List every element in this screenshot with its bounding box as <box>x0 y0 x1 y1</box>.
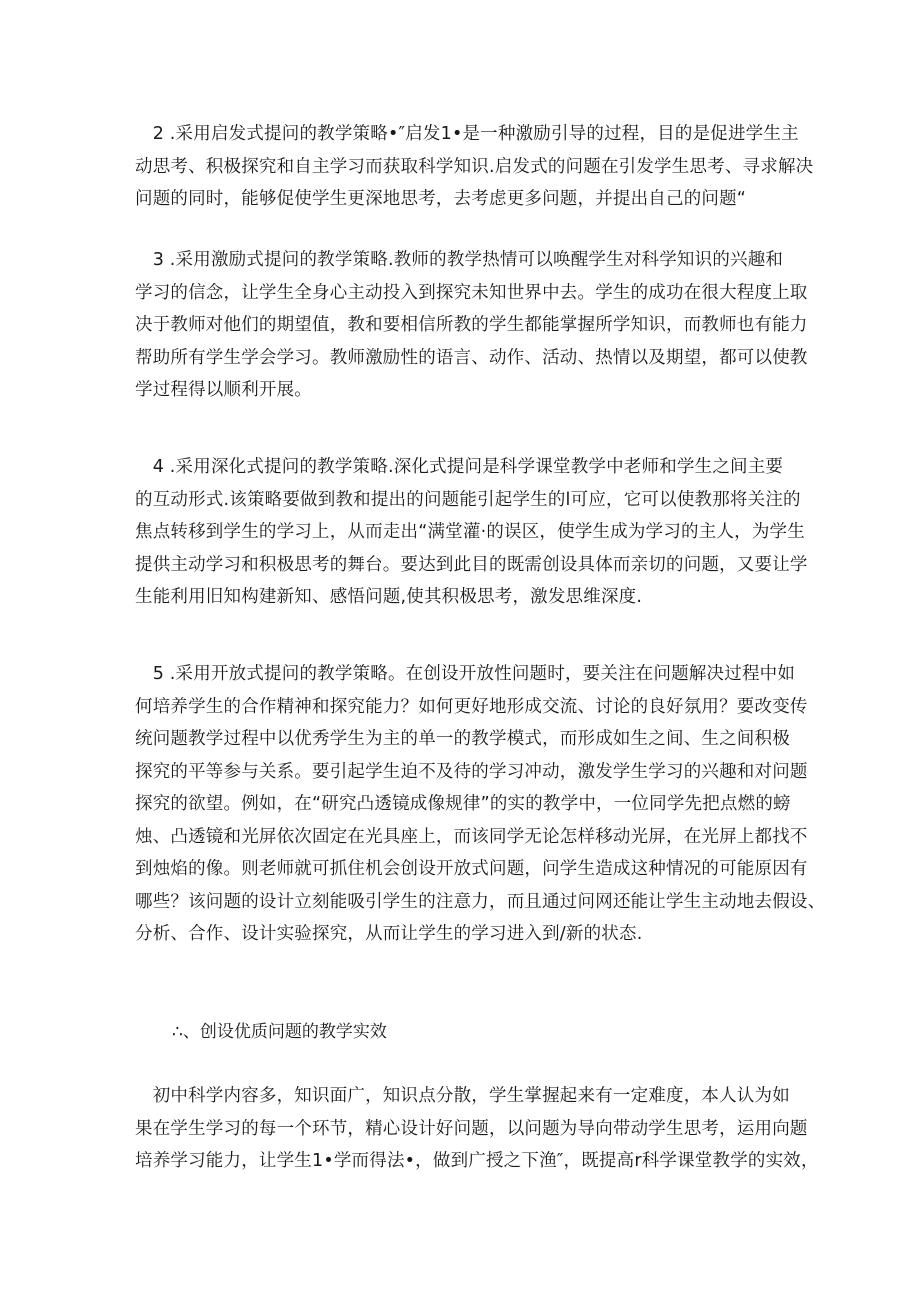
text-line: 的互动形式.该策略要做到教和提出的问题能引起学生的l可应，它可以使教那将关注的 <box>135 489 801 510</box>
text-line: 统问题教学过程中以优秀学生为主的单一的教学模式，而形成如生之间、生之间积极 <box>135 729 790 749</box>
text-line: 探究的欲望。例如，在“研究凸透镜成像规律”的实的教学中，一位同学先把点燃的螃 <box>135 794 791 814</box>
text-line: 决于教师对他们的期望值，教和要相信所教的学生都能掌握所学知识，而教师也有能力 <box>135 315 808 335</box>
text-line: 学习的信念，让学生全身心主动投入到探究未知世界中去。学生的成功在很大程度上取 <box>135 282 808 303</box>
paragraph-strategy-3 <box>135 244 808 407</box>
text-line: 2 .采用启发式提问的教学策略•″启发1•是一种激励引导的过程，目的是促进学生主 <box>135 124 799 144</box>
text-line: 培养学习能力，让学生1•学而得法•，做到广授之下渔″，既提高r科学课堂教学的实效， <box>135 1151 819 1171</box>
text-line: 动思考、积极探究和自主学习而获取科学知识.启发式的问题在引发学生思考、寻求解决 <box>135 156 814 177</box>
text-line: 何培养学生的合作精神和探究能力？如何更好地形成交流、讨论的良好氛用？要改变传 <box>135 696 808 717</box>
paragraph-strategy-4 <box>135 451 808 614</box>
text-line: 果在学生学习的每一个环节，精心设计好问题，以问题为导向带动学生思考，运用向题 <box>135 1118 808 1139</box>
text-line: 学过程得以顺利开展。 <box>135 380 312 400</box>
text-line: 提供主动学习和积极思考的舞台。要达到此目的既需创设具体而亲切的问题，又要让学 <box>135 554 808 575</box>
text-line: 3 .采用激励式提问的教学策略.教师的教学热情可以唤醒学生对科学知识的兴趣和 <box>135 250 784 270</box>
text-line: 探究的平等参与关系。要引起学生迫不及待的学习冲动，激发学生学习的兴趣和对问题 <box>135 761 808 782</box>
text-line: 4 .采用深化式提问的教学策略.深化式提问是科学课堂教学中老师和学生之间主要 <box>135 457 784 477</box>
text-line: 分析、合作、设计实验探究，从而让学生的学习进入到/新的状态. <box>135 924 643 944</box>
paragraph-strategy-5 <box>135 658 826 951</box>
text-line: 焦点转移到学生的学习上，从而走出“满堂灌·的误区，使学生成为学习的主人，为学生 <box>135 522 805 542</box>
text-line: 烛、凸透镜和光屏依次固定在光具座上，而该同学无论怎样移动光屏，在光屏上都找不 <box>135 826 808 847</box>
text-line: 问题的同时，能够促使学生更深地思考，去考虑更多问题，并提出自己的问题“ <box>135 189 747 209</box>
text-line: 5 .采用开放式提问的教学策略。在创设开放性问题时，要关注在问题解决过程中如 <box>135 664 796 684</box>
text-line: 帮助所有学生学会学习。教师激励性的语言、动作、活动、热情以及期望，都可以使教 <box>135 347 808 368</box>
text-line: 哪些？该问题的设计立刻能吸引学生的注意力，而且通过问网还能让学生主动地去假设、 <box>135 891 826 912</box>
paragraph-strategy-2 <box>135 118 814 216</box>
text-line: 初中科学内容多，知识面广，知识点分散，学生掌握起来有一定难度，本人认为如 <box>135 1086 790 1106</box>
paragraph-closing <box>135 1080 819 1178</box>
section-heading: ∴、创设优质问题的教学实效 <box>172 1022 387 1042</box>
text-line: 生能利用旧知构建新知、感悟问题,使其积极思考，激发思维深度. <box>135 587 643 607</box>
text-line: 到烛焰的像。则老师就可抓住机会创设开放式问题，问学生造成这种情况的可能原因有 <box>135 859 808 879</box>
